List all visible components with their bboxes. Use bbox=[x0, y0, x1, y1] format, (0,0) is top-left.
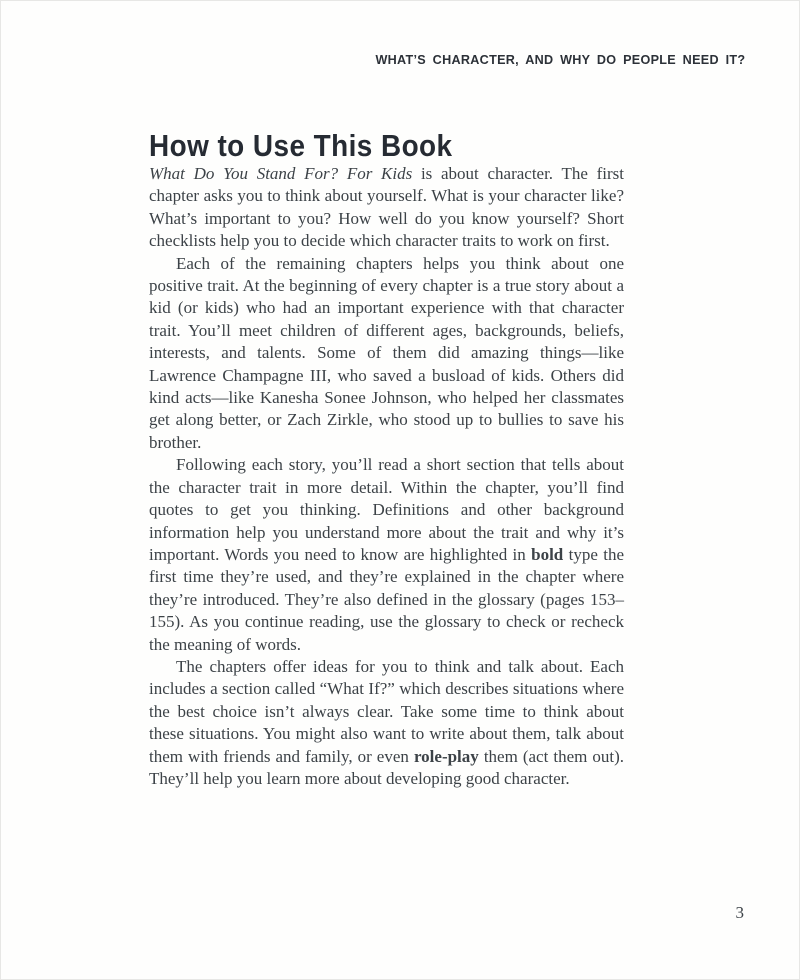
paragraph-intro: What Do You Stand For? For Kids is about character. The first chapter asks you to think about yourself. What is your character like? What’s important to you? How well do you know yourself? Short checklists help you to decide which character traits to work on first. bbox=[149, 164, 624, 251]
paragraph-glossary: Following each story, you’ll read a short section that tells about the character trait in more detail. Within the chapter, you’ll find quotes to get you thinking. Definitions and other background information help you understand more about the trait and why it’s important. Words you need to know are highlighted in bold type the first time they’re used, and they’re explained in the chapter where they’re introduced. They’re also defined in the glossary (pages 153–155). As you continue reading, use the glossary to check or recheck the meaning of words. bbox=[149, 455, 624, 654]
body-text bbox=[149, 163, 624, 790]
running-header: WHAT’S CHARACTER, AND WHY DO PEOPLE NEED IT? bbox=[375, 52, 745, 67]
page-title: How to Use This Book bbox=[149, 127, 453, 163]
paragraph-chapters: Each of the remaining chapters helps you think about one positive trait. At the beginning of every chapter is a true story about a kid (or kids) who had an important experience with that character trait. You’ll meet children of different ages, backgrounds, beliefs, interests, and talents. Some of them did amazing things—like Lawrence Champagne III, who saved a busload of kids. Others did kind acts—like Kanesha Sonee Johnson, who helped her classmates get along better, or Zach Zirkle, who stood up to bullies to save his brother. bbox=[149, 253, 624, 452]
page-number: 3 bbox=[735, 903, 744, 922]
paragraph-what-if: The chapters offer ideas for you to think and talk about. Each includes a section called “What If?” which describes situations where the best choice isn’t always clear. Take some time to think about these situations. You might also want to write about them, talk about them with friends and family, or even role-play them (act them out). They’ll help you learn more about developing good character. bbox=[149, 656, 624, 788]
